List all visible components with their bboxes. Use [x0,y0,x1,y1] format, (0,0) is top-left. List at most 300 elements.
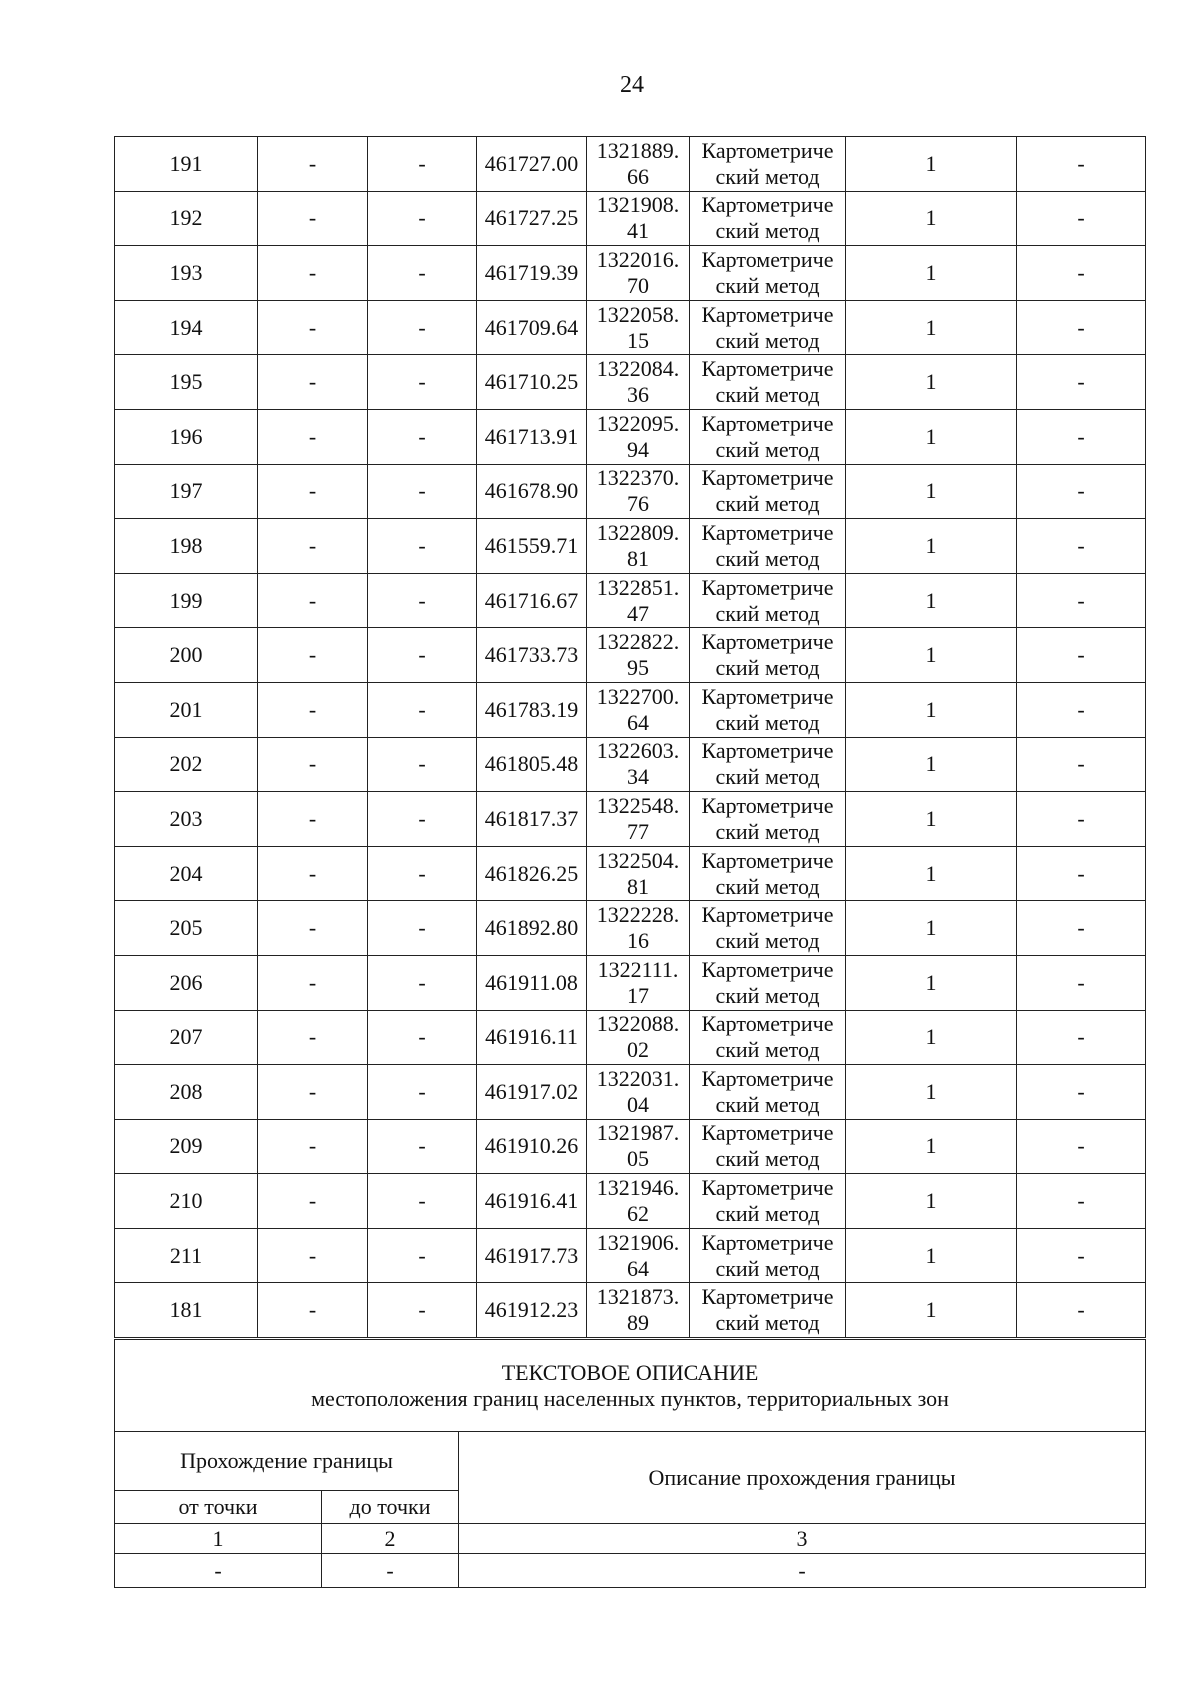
y-coordinate-cell [587,191,690,246]
point-number-cell [115,628,258,683]
y-coordinate-line1: 1322504. [596,847,680,873]
point-number: 209 [169,1133,203,1159]
point-number-cell [115,519,258,574]
y-coordinate-cell [587,792,690,847]
table-row [115,1065,1146,1120]
x-coordinate-cell [477,137,587,192]
dash-value: - [418,1133,426,1159]
point-number-cell [115,1283,258,1338]
method-line2: ский метод [715,1037,820,1063]
table-row [115,901,1146,956]
column-number-1: 1 [115,1524,322,1554]
point-number: 195 [169,369,203,395]
last-value-cell [1017,1228,1146,1283]
dash-value: - [308,423,317,449]
x-coordinate: 461805.48 [484,751,579,777]
accuracy-cell [846,1228,1017,1283]
method-line1: Картометриче [701,410,834,436]
dash-value: - [1077,1133,1085,1159]
empty-value-cell [368,955,477,1010]
y-coordinate-line1: 1322016. [596,246,680,272]
table-row [115,682,1146,737]
dash-value: - [418,1242,426,1268]
empty-value-cell [258,846,368,901]
last-value-cell [1017,519,1146,574]
empty-value-cell [368,901,477,956]
x-coordinate: 461716.67 [484,587,579,613]
last-value-cell [1017,355,1146,410]
method-line1: Картометриче [701,629,834,655]
method-line1: Картометриче [701,792,834,818]
x-coordinate: 461911.08 [485,969,578,995]
x-coordinate: 461727.00 [484,150,579,176]
accuracy-value: 1 [925,423,937,449]
method-cell [690,1174,846,1229]
empty-value-cell [258,1065,368,1120]
dash-value: - [308,642,317,668]
x-coordinate: 461727.25 [484,205,579,231]
y-coordinate-cell [587,1228,690,1283]
method-cell [690,1228,846,1283]
header-from-point: от точки [115,1491,322,1524]
accuracy-value: 1 [925,805,937,831]
method-cell [690,1010,846,1065]
empty-value-cell [258,901,368,956]
accuracy-value: 1 [925,205,937,231]
y-coordinate-line2: 77 [627,818,649,844]
y-coordinate-cell [587,901,690,956]
point-number-cell [115,901,258,956]
table-row [115,792,1146,847]
empty-value-cell [368,464,477,519]
y-coordinate-line1: 1321946. [596,1175,680,1201]
empty-value-cell [368,792,477,847]
method-line2: ский метод [715,655,820,681]
x-coordinate: 461817.37 [484,805,579,831]
empty-value-cell [258,737,368,792]
point-number: 207 [169,1024,203,1050]
table-row [115,1010,1146,1065]
method-cell [690,901,846,956]
dash-value: - [418,751,426,777]
method-line1: Картометриче [701,137,834,163]
method-line1: Картометриче [701,1120,834,1146]
y-coordinate-line1: 1321908. [596,192,680,218]
point-number-cell [115,1065,258,1120]
empty-value-cell [368,1119,477,1174]
header-boundary-description: Описание прохождения границы [459,1432,1146,1524]
method-line2: ский метод [715,764,820,790]
table-row [115,409,1146,464]
last-value-cell [1017,409,1146,464]
point-number-cell [115,300,258,355]
y-coordinate-line1: 1322088. [596,1011,680,1037]
accuracy-value: 1 [925,696,937,722]
last-value-cell [1017,573,1146,628]
description-to-value: - [322,1554,459,1588]
x-coordinate-cell [477,737,587,792]
x-coordinate: 461910.26 [484,1133,579,1159]
dash-value: - [308,259,317,285]
x-coordinate: 461678.90 [484,478,579,504]
table-row [115,355,1146,410]
method-line2: ский метод [715,1146,820,1172]
accuracy-value: 1 [925,587,937,613]
dash-value: - [1077,205,1085,231]
table-row [115,1119,1146,1174]
x-coordinate: 461912.23 [484,1297,579,1323]
y-coordinate-line1: 1321906. [596,1229,680,1255]
last-value-cell [1017,1065,1146,1120]
y-coordinate-line2: 76 [627,491,649,517]
y-coordinate-line2: 34 [627,764,649,790]
accuracy-value: 1 [925,150,937,176]
dash-value: - [1077,805,1085,831]
empty-value-cell [258,519,368,574]
x-coordinate-cell [477,1065,587,1120]
x-coordinate-cell [477,300,587,355]
empty-value-cell [368,1065,477,1120]
last-value-cell [1017,137,1146,192]
x-coordinate: 461710.25 [484,369,579,395]
table-row [115,737,1146,792]
accuracy-value: 1 [925,969,937,995]
point-number: 193 [169,259,203,285]
point-number: 208 [169,1078,203,1104]
y-coordinate-line2: 70 [627,272,649,298]
x-coordinate: 461559.71 [484,532,579,558]
accuracy-cell [846,191,1017,246]
method-cell [690,1119,846,1174]
empty-value-cell [368,682,477,737]
y-coordinate-line2: 47 [627,600,649,626]
x-coordinate: 461826.25 [484,860,579,886]
point-number-cell [115,573,258,628]
method-line2: ский метод [715,1310,820,1336]
point-number-cell [115,191,258,246]
point-number: 197 [169,478,203,504]
x-coordinate-cell [477,191,587,246]
y-coordinate-line2: 41 [627,218,649,244]
method-line2: ский метод [715,491,820,517]
y-coordinate-line1: 1322095. [596,410,680,436]
y-coordinate-line2: 05 [627,1146,649,1172]
y-coordinate-line1: 1322084. [596,356,680,382]
dash-value: - [1077,1297,1085,1323]
y-coordinate-line1: 1322851. [596,574,680,600]
empty-value-cell [258,1174,368,1229]
dash-value: - [308,1024,317,1050]
method-cell [690,846,846,901]
empty-value-cell [368,355,477,410]
y-coordinate-cell [587,573,690,628]
dash-value: - [1077,532,1085,558]
dash-value: - [418,860,426,886]
table-row [115,519,1146,574]
dash-value: - [1077,969,1085,995]
method-cell [690,955,846,1010]
method-line2: ский метод [715,1255,820,1281]
method-line1: Картометриче [701,246,834,272]
method-line1: Картометриче [701,301,834,327]
header-boundary-passage: Прохождение границы [115,1432,459,1491]
method-line1: Картометриче [701,192,834,218]
method-cell [690,628,846,683]
method-cell [690,792,846,847]
method-line1: Картометриче [701,847,834,873]
y-coordinate-cell [587,1283,690,1338]
column-number-2: 2 [322,1524,459,1554]
y-coordinate-line2: 66 [627,163,649,189]
empty-value-cell [368,1174,477,1229]
dash-value: - [418,642,426,668]
y-coordinate-cell [587,1174,690,1229]
dash-value: - [1077,1078,1085,1104]
y-coordinate-cell [587,955,690,1010]
method-line2: ский метод [715,873,820,899]
y-coordinate-cell [587,519,690,574]
table-row [115,846,1146,901]
point-number: 192 [169,205,203,231]
y-coordinate-line2: 94 [627,436,649,462]
point-number-cell [115,737,258,792]
empty-value-cell [258,355,368,410]
last-value-cell [1017,628,1146,683]
accuracy-value: 1 [925,478,937,504]
method-cell [690,137,846,192]
empty-value-cell [258,1119,368,1174]
method-line2: ский метод [715,1091,820,1117]
dash-value: - [418,205,426,231]
point-number: 200 [169,642,203,668]
accuracy-value: 1 [925,1024,937,1050]
dash-value: - [418,696,426,722]
y-coordinate-line2: 16 [627,928,649,954]
point-number-cell [115,792,258,847]
last-value-cell [1017,1283,1146,1338]
dash-value: - [1077,642,1085,668]
empty-value-cell [368,737,477,792]
y-coordinate-line1: 1322111. [597,956,679,982]
coordinates-table [114,136,1146,1338]
empty-value-cell [368,1283,477,1338]
x-coordinate-cell [477,682,587,737]
dash-value: - [308,369,317,395]
dash-value: - [418,1078,426,1104]
method-line2: ский метод [715,818,820,844]
dash-value: - [308,969,317,995]
x-coordinate: 461917.02 [484,1078,579,1104]
last-value-cell [1017,1174,1146,1229]
accuracy-cell [846,409,1017,464]
empty-value-cell [368,300,477,355]
accuracy-cell [846,137,1017,192]
header-to-point: до точки [322,1491,459,1524]
page-number: 24 [620,72,644,98]
x-coordinate-cell [477,792,587,847]
accuracy-cell [846,901,1017,956]
empty-value-cell [258,573,368,628]
y-coordinate-line2: 89 [627,1310,649,1336]
dash-value: - [1077,314,1085,340]
dash-value: - [418,532,426,558]
description-title-cell [115,1340,1146,1432]
y-coordinate-line1: 1322822. [596,629,680,655]
table-row [115,246,1146,301]
y-coordinate-cell [587,137,690,192]
x-coordinate: 461783.19 [484,696,579,722]
empty-value-cell [258,792,368,847]
y-coordinate-cell [587,409,690,464]
dash-value: - [1077,915,1085,941]
table-row [115,464,1146,519]
accuracy-cell [846,1174,1017,1229]
y-coordinate-line2: 95 [627,655,649,681]
method-cell [690,300,846,355]
empty-value-cell [258,682,368,737]
y-coordinate-line2: 36 [627,382,649,408]
dash-value: - [308,314,317,340]
x-coordinate: 461719.39 [484,259,579,285]
point-number-cell [115,137,258,192]
empty-value-cell [368,191,477,246]
point-number-cell [115,355,258,410]
dash-value: - [418,478,426,504]
empty-value-cell [368,246,477,301]
point-number: 211 [169,1242,203,1268]
point-number-cell [115,246,258,301]
point-number: 181 [169,1297,203,1323]
x-coordinate-cell [477,1283,587,1338]
x-coordinate-cell [477,409,587,464]
coordinates-table-body [115,137,1146,1338]
x-coordinate: 461892.80 [484,915,579,941]
dash-value: - [418,1297,426,1323]
method-line2: ский метод [715,218,820,244]
point-number: 191 [169,150,203,176]
table-row [115,1228,1146,1283]
x-coordinate-cell [477,1010,587,1065]
y-coordinate-cell [587,628,690,683]
point-number-cell [115,409,258,464]
empty-value-cell [368,628,477,683]
dash-value: - [1077,150,1085,176]
method-cell [690,355,846,410]
accuracy-cell [846,464,1017,519]
method-cell [690,246,846,301]
dash-value: - [308,1242,317,1268]
method-line1: Картометриче [701,519,834,545]
boundary-description-table [114,1339,1146,1588]
empty-value-cell [258,1283,368,1338]
description-from-value: - [115,1554,322,1588]
table-row [115,1174,1146,1229]
last-value-cell [1017,300,1146,355]
last-value-cell [1017,191,1146,246]
point-number: 194 [169,314,203,340]
accuracy-value: 1 [925,1242,937,1268]
last-value-cell [1017,1119,1146,1174]
point-number: 199 [169,587,203,613]
y-coordinate-line2: 02 [627,1037,649,1063]
method-cell [690,737,846,792]
y-coordinate-line2: 15 [627,327,649,353]
method-line2: ский метод [715,928,820,954]
dash-value: - [418,369,426,395]
method-cell [690,464,846,519]
point-number: 206 [169,969,203,995]
method-cell [690,573,846,628]
y-coordinate-line1: 1321987. [596,1120,680,1146]
empty-value-cell [368,1228,477,1283]
dash-value: - [1077,1024,1085,1050]
method-line1: Картометриче [701,1229,834,1255]
method-line2: ский метод [715,709,820,735]
y-coordinate-line2: 81 [627,873,649,899]
method-line2: ский метод [715,163,820,189]
dash-value: - [418,587,426,613]
method-line1: Картометриче [701,683,834,709]
dash-value: - [308,915,317,941]
y-coordinate-line2: 64 [627,1255,649,1281]
point-number-cell [115,1228,258,1283]
method-line2: ский метод [715,272,820,298]
method-line1: Картометриче [701,738,834,764]
table-row [115,300,1146,355]
x-coordinate-cell [477,246,587,301]
last-value-cell [1017,955,1146,1010]
dash-value: - [308,150,317,176]
last-value-cell [1017,846,1146,901]
method-line2: ский метод [715,327,820,353]
table-row [115,573,1146,628]
last-value-cell [1017,901,1146,956]
point-number-cell [115,464,258,519]
method-line1: Картометриче [701,902,834,928]
method-line2: ский метод [715,600,820,626]
dash-value: - [418,1024,426,1050]
point-number: 210 [169,1188,203,1214]
accuracy-cell [846,1283,1017,1338]
description-title: ТЕКСТОВОЕ ОПИСАНИЕ [501,1359,759,1385]
accuracy-cell [846,519,1017,574]
x-coordinate: 461709.64 [484,314,579,340]
y-coordinate-cell [587,300,690,355]
method-line2: ский метод [715,1201,820,1227]
last-value-cell [1017,1010,1146,1065]
empty-value-cell [258,300,368,355]
point-number-cell [115,682,258,737]
description-subtitle: местоположения границ населенных пунктов, территориальных зон [311,1385,949,1411]
dash-value: - [308,1188,317,1214]
description-text-value: - [459,1554,1146,1588]
accuracy-cell [846,682,1017,737]
dash-value: - [1077,259,1085,285]
method-line1: Картометриче [701,574,834,600]
method-cell [690,682,846,737]
empty-value-cell [368,519,477,574]
point-number: 205 [169,915,203,941]
y-coordinate-line2: 64 [627,709,649,735]
point-number-cell [115,846,258,901]
point-number-cell [115,1174,258,1229]
accuracy-cell [846,792,1017,847]
x-coordinate-cell [477,519,587,574]
accuracy-cell [846,246,1017,301]
accuracy-value: 1 [925,751,937,777]
y-coordinate-cell [587,464,690,519]
empty-value-cell [258,955,368,1010]
